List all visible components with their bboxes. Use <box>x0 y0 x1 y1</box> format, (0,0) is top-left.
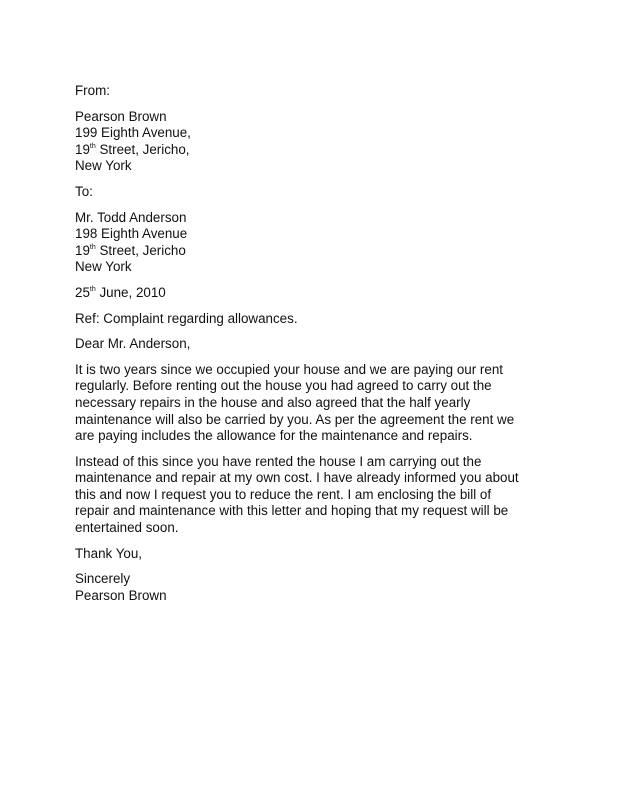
recipient-address <box>75 210 580 276</box>
sender-address-line1: 199 Eighth Avenue, <box>75 125 191 141</box>
to-label: To: <box>75 183 93 199</box>
thanks-line: Thank You, <box>75 545 143 561</box>
signature-block <box>75 571 580 604</box>
recipient-city: New York <box>75 259 132 275</box>
sender-address <box>75 109 580 175</box>
letter-date: 25th June, 2010 <box>75 284 166 300</box>
closing: Sincerely <box>75 571 131 587</box>
reference-line: Ref: Complaint regarding allowances. <box>75 310 298 326</box>
salutation: Dear Mr. Anderson, <box>75 336 191 352</box>
recipient-address-line2: 19th Street, Jericho <box>75 242 186 258</box>
sender-city: New York <box>75 158 132 174</box>
from-label: From: <box>75 83 110 98</box>
body-paragraph-1: It is two years since we occupied your house and we are paying our rent regularly. Before renting out the house you had agreed to carry out the necessary repairs in the house and also agreed that the half yearly maintenance will also be carried by you. As per the agreement the rent we are paying includes the allowance for the maintenance and repairs. <box>75 361 515 444</box>
sender-address-line2: 19th Street, Jericho, <box>75 141 190 157</box>
sender-name: Pearson Brown <box>75 108 167 124</box>
recipient-name: Mr. Todd Anderson <box>75 209 187 225</box>
recipient-address-line1: 198 Eighth Avenue <box>75 226 188 242</box>
signature-name: Pearson Brown <box>75 587 167 603</box>
body-paragraph-2: Instead of this since you have rented the house I am carrying out the maintenance and repair at my own cost. I have already informed you about this and now I request you to reduce the rent. I am enclosing the bill of repair and maintenance with this letter and hoping that my request will be entertained soon. <box>75 453 519 536</box>
